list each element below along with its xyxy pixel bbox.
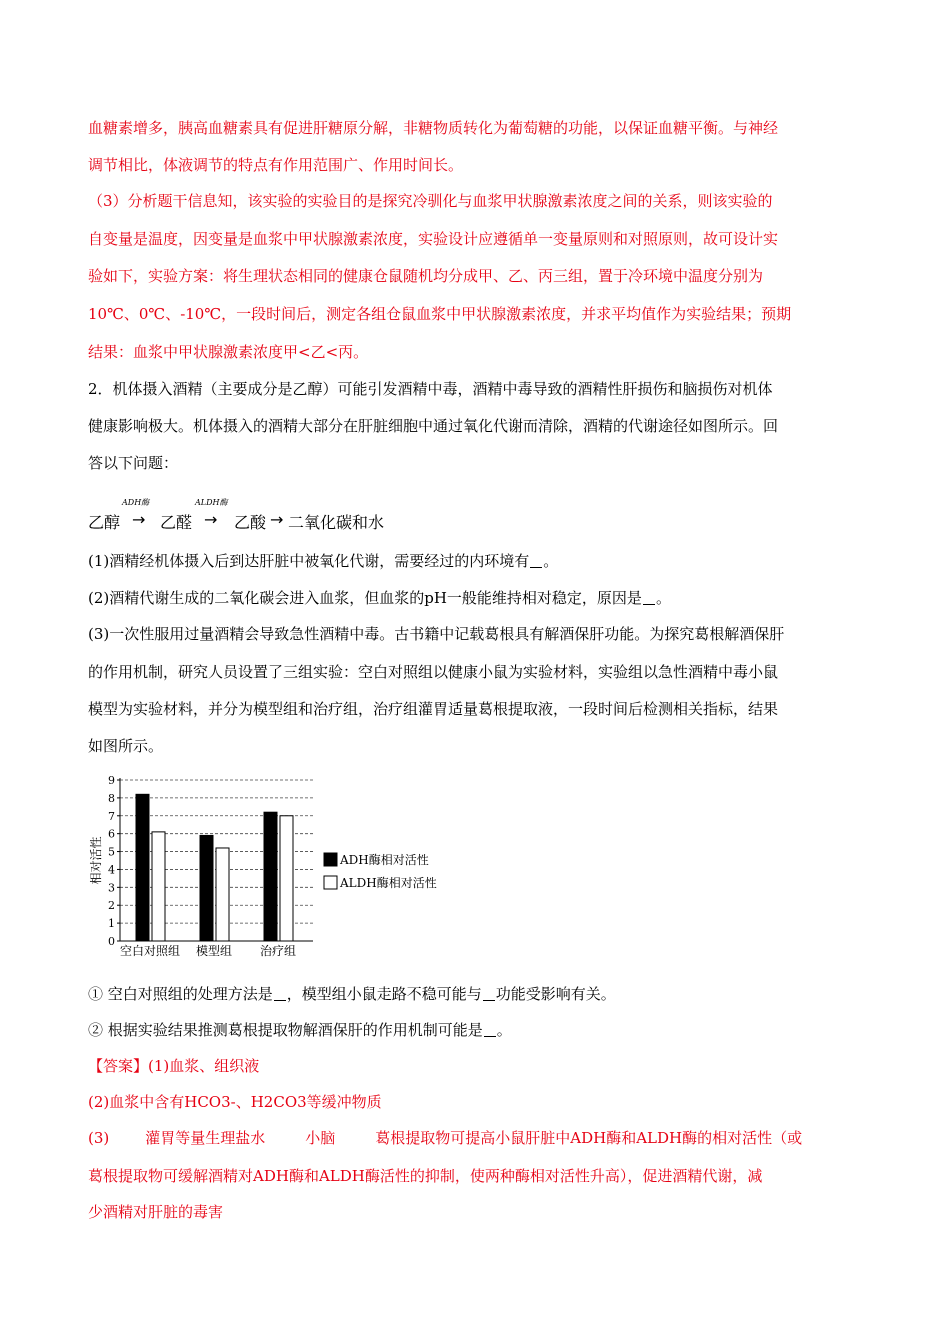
answer-blank bbox=[484, 1022, 496, 1037]
legend-swatch bbox=[324, 876, 337, 889]
answer-line: 葛根提取物可缓解酒精对ADH酶和ALDH酶活性的抑制，使两种酶相对活性升高），促进酒精代谢，减 bbox=[88, 1167, 763, 1185]
pathway-step-acetaldehyde: 乙醛 bbox=[160, 513, 193, 532]
y-tick-label: 2 bbox=[108, 899, 115, 913]
y-axis-label: 相对活性 bbox=[89, 836, 103, 885]
pathway-arrow: → bbox=[204, 510, 218, 529]
bar-adh bbox=[264, 812, 277, 941]
pathway-step-co2-water: 二氧化碳和水 bbox=[288, 513, 385, 532]
pathway-step-acetic-acid: 乙酸 bbox=[234, 513, 267, 532]
answer-blank bbox=[483, 986, 495, 1001]
legend-swatch bbox=[324, 853, 337, 866]
question-2: (2)酒精代谢生成的二氧化碳会进入血浆，但血浆的pH一般能维持相对稳定，原因是 。 bbox=[88, 589, 671, 607]
enzyme-activity-chart bbox=[88, 770, 468, 965]
question-intro: 答以下问题： bbox=[88, 454, 179, 472]
bar-aldh bbox=[280, 816, 293, 941]
pathway-step-ethanol: 乙醇 bbox=[88, 513, 121, 532]
y-tick-label: 4 bbox=[108, 863, 115, 877]
question-1: (1)酒精经机体摄入后到达肝脏中被氧化代谢，需要经过的内环境有 。 bbox=[88, 552, 559, 570]
answer-blank bbox=[643, 590, 655, 605]
explanation-line: 自变量是温度，因变量是血浆中甲状腺激素浓度，实验设计应遵循单一变量原则和对照原则，故可设计实 bbox=[88, 230, 779, 248]
answer-line: 【答案】(1)血浆、组织液 bbox=[88, 1057, 260, 1075]
bar-aldh bbox=[216, 848, 229, 941]
question-3: (3)一次性服用过量酒精会导致急性酒精中毒。古书籍中记载葛根具有解酒保肝功能。为探究葛根解酒保肝 bbox=[88, 625, 785, 643]
legend-label: ADH酶相对活性 bbox=[340, 853, 429, 867]
answer-line: 少酒精对肝脏的毒害 bbox=[88, 1203, 224, 1221]
question-intro: 健康影响极大。机体摄入的酒精大部分在肝脏细胞中通过氧化代谢而清除，酒精的代谢途径如图所示。回 bbox=[88, 417, 779, 435]
explanation-line: 血糖素增多，胰高血糖素具有促进肝糖原分解，非糖物质转化为葡萄糖的功能，以保证血糖平衡。与神经 bbox=[88, 119, 779, 137]
question-intro: 2．机体摄入酒精（主要成分是乙醇）可能引发酒精中毒，酒精中毒导致的酒精性肝损伤和脑损伤对机体 bbox=[88, 380, 773, 398]
explanation-line: 验如下，实验方案：将生理状态相同的健康仓鼠随机均分成甲、乙、丙三组，置于冷环境中温度分别为 bbox=[88, 267, 764, 285]
pathway-arrow: → bbox=[270, 510, 284, 529]
y-tick-label: 5 bbox=[108, 845, 115, 859]
x-category-label: 模型组 bbox=[195, 944, 233, 958]
legend-label: ALDH酶相对活性 bbox=[340, 876, 437, 890]
y-tick-label: 3 bbox=[108, 881, 115, 895]
y-tick-label: 1 bbox=[108, 917, 115, 931]
enzyme-label-aldh: ALDH酶 bbox=[195, 498, 228, 507]
sub-question-1: ① 空白对照组的处理方法是 ，模型组小鼠走路不稳可能与 功能受影响有关。 bbox=[88, 985, 616, 1003]
explanation-line: 结果：血浆中甲状腺激素浓度甲<乙<丙。 bbox=[88, 343, 369, 361]
y-tick-label: 9 bbox=[108, 774, 115, 787]
enzyme-label-adh: ADH酶 bbox=[122, 498, 150, 507]
bar-adh bbox=[136, 794, 149, 941]
explanation-line: （3）分析题干信息知，该实验的实验目的是探究冷驯化与血浆甲状腺激素浓度之间的关系，则该实验的 bbox=[88, 192, 773, 210]
question-3: 的作用机制，研究人员设置了三组实验：空白对照组以健康小鼠为实验材料，实验组以急性酒精中毒小鼠 bbox=[88, 663, 779, 681]
explanation-line: 调节相比，体液调节的特点有作用范围广、作用时间长。 bbox=[88, 156, 464, 174]
answer-blank bbox=[274, 986, 286, 1001]
x-category-label: 空白对照组 bbox=[119, 944, 181, 958]
bar-aldh bbox=[152, 832, 165, 941]
answer-tag: 【答案】 bbox=[88, 1057, 149, 1075]
y-tick-label: 8 bbox=[108, 791, 115, 805]
answer-line: (3) 灌胃等量生理盐水 小脑 葛根提取物可提高小鼠肝脏中ADH酶和ALDH酶的相对活性（或 bbox=[88, 1129, 803, 1147]
x-category-label: 治疗组 bbox=[259, 944, 297, 958]
y-tick-label: 0 bbox=[108, 935, 115, 948]
metabolic-pathway bbox=[88, 497, 488, 537]
sub-question-2: ② 根据实验结果推测葛根提取物解酒保肝的作用机制可能是 。 bbox=[88, 1021, 512, 1039]
explanation-line: 10℃、0℃、-10℃，一段时间后，测定各组仓鼠血浆中甲状腺激素浓度，并求平均值作为实验结果；预期 bbox=[88, 305, 792, 323]
y-tick-label: 7 bbox=[108, 809, 115, 823]
bar-adh bbox=[200, 835, 213, 941]
answer-line: (2)血浆中含有HCO3-、H2CO3等缓冲物质 bbox=[88, 1093, 382, 1111]
answer-blank bbox=[530, 553, 542, 568]
pathway-arrow: → bbox=[132, 510, 146, 529]
y-tick-label: 6 bbox=[108, 827, 115, 841]
question-3: 如图所示。 bbox=[88, 737, 164, 755]
question-3: 模型为实验材料，并分为模型组和治疗组，治疗组灌胃适量葛根提取液，一段时间后检测相关指标，结果 bbox=[88, 700, 779, 718]
